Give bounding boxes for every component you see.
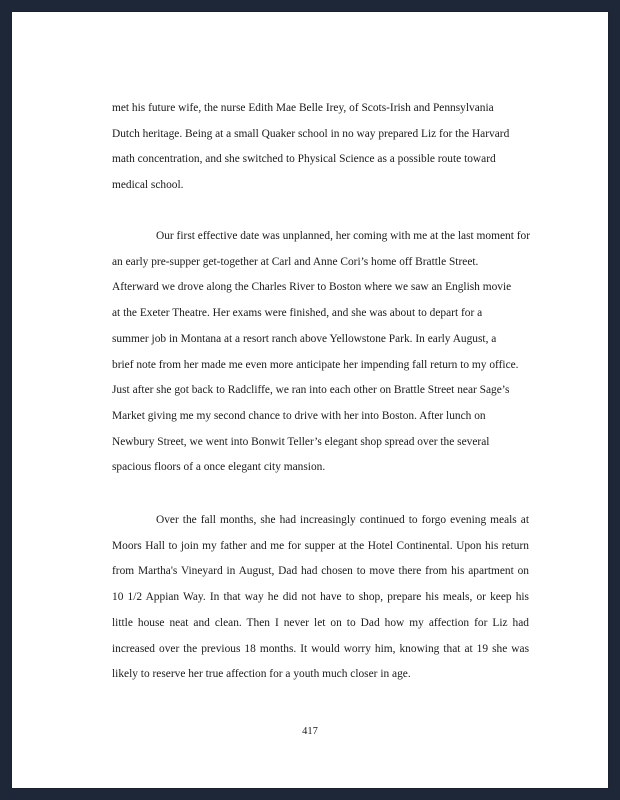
text-line: 10 1/2 Appian Way. In that way he did not have to shop, prepare his meals, or keep his bbox=[112, 591, 529, 604]
text-line: Just after she got back to Radcliffe, we ran into each other on Brattle Street near Sage’s bbox=[112, 384, 510, 397]
text-line: summer job in Montana at a resort ranch above Yellowstone Park. In early August, a bbox=[112, 332, 497, 345]
text-line: met his future wife, the nurse Edith Mae Belle Irey, of Scots-Irish and Pennsylvania bbox=[112, 102, 494, 114]
text-line: Moors Hall to join my father and me for supper at the Hotel Continental. Upon his return bbox=[112, 539, 529, 552]
document-page bbox=[12, 12, 608, 788]
paragraph-3 bbox=[112, 508, 529, 688]
paragraph-2 bbox=[112, 224, 529, 481]
text-line: likely to reserve her true affection for a youth much closer in age. bbox=[112, 668, 411, 681]
text-line: little house neat and clean. Then I never let on to Dad how my affection for Liz had bbox=[112, 616, 529, 629]
text-line: from Martha's Vineyard in August, Dad had chosen to move there from his apartment on bbox=[112, 565, 529, 578]
text-line: medical school. bbox=[112, 179, 184, 192]
text-line: an early pre-supper get-together at Carl and Anne Cori’s home off Brattle Street. bbox=[112, 255, 479, 268]
text-line: math concentration, and she switched to Physical Science as a possible route toward bbox=[112, 153, 496, 166]
text-line: Over the fall months, she had increasingly continued to forgo evening meals at bbox=[156, 514, 529, 526]
text-line: Dutch heritage. Being at a small Quaker school in no way prepared Liz for the Harvard bbox=[112, 127, 510, 140]
text-line: Newbury Street, we went into Bonwit Teller’s elegant shop spread over the several bbox=[112, 435, 490, 448]
text-line: spacious floors of a once elegant city mansion. bbox=[112, 461, 326, 474]
text-line: Market giving me my second chance to drive with her into Boston. After lunch on bbox=[112, 409, 486, 422]
paragraph-1 bbox=[112, 96, 529, 199]
text-line: Our first effective date was unplanned, her coming with me at the last moment for bbox=[156, 230, 530, 242]
text-line: Afterward we drove along the Charles River to Boston where we saw an English movie bbox=[112, 281, 512, 294]
text-line: increased over the previous 18 months. It would worry him, knowing that at 19 she was bbox=[112, 642, 529, 655]
page-number: 417 bbox=[302, 726, 318, 737]
text-line: brief note from her made me even more anticipate her impending fall return to my office. bbox=[112, 358, 519, 371]
text-line: at the Exeter Theatre. Her exams were finished, and she was about to depart for a bbox=[112, 307, 483, 320]
